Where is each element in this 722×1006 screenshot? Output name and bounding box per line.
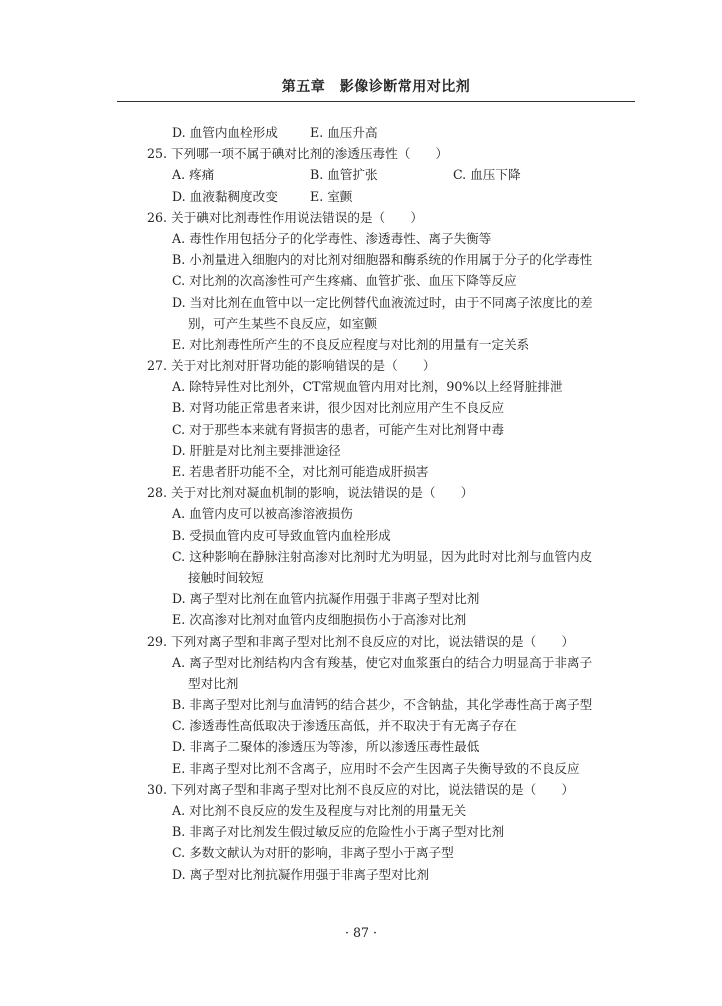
answer-option: C. 渗透毒性高低取决于渗透压高低，并不取决于有无离子存在 bbox=[172, 718, 517, 734]
answer-option: A. 血管内皮可以被高渗溶液损伤 bbox=[172, 506, 353, 522]
answer-option: A. 离子型对比剂结构内含有羧基，使它对血浆蛋白的结合力明显高于非离子 bbox=[172, 654, 593, 670]
answer-option: B. 非离子对比剂发生假过敏反应的危险性小于离子型对比剂 bbox=[172, 824, 505, 840]
answer-option: A. 毒性作用包括分子的化学毒性、渗透毒性、离子失衡等 bbox=[172, 230, 492, 246]
answer-option: B. 受损血管内皮可导致血管内血栓形成 bbox=[172, 527, 391, 543]
answer-option: D. 离子型对比剂在血管内抗凝作用强于非离子型对比剂 bbox=[172, 591, 480, 607]
option-text: D. 血管内血栓形成 bbox=[172, 125, 278, 140]
option-continuation: 别，可产生某些不良反应，如室颤 bbox=[188, 315, 377, 331]
header-rule bbox=[117, 101, 635, 102]
answer-option: C. 多数文献认为对肝的影响，非离子型小于离子型 bbox=[172, 845, 454, 861]
answer-option: C. 对比剂的次高渗性可产生疼痛、血管扩张、血压下降等反应 bbox=[172, 273, 517, 289]
answer-option: D. 离子型对比剂抗凝作用强于非离子型对比剂 bbox=[172, 866, 429, 882]
option-text: A. 疼痛 bbox=[172, 167, 215, 183]
question-stem: 30. 下列对离子型和非离子型对比剂不良反应的对比，说法错误的是（ ） bbox=[147, 781, 575, 797]
option-row bbox=[147, 186, 647, 207]
answer-option: B. 对肾功能正常患者来讲，很少因对比剂应用产生不良反应 bbox=[172, 400, 505, 416]
answer-option: A. 除特异性对比剂外，CT常规血管内用对比剂，90%以上经肾脏排泄 bbox=[172, 379, 563, 395]
question-list bbox=[147, 122, 647, 885]
question-stem: 27. 关于对比剂对肝肾功能的影响错误的是（ ） bbox=[147, 358, 436, 374]
answer-option: B. 小剂量进入细胞内的对比剂对细胞器和酶系统的作用属于分子的化学毒性 bbox=[172, 252, 593, 268]
answer-option: B. 非离子型对比剂与血清钙的结合甚少，不含钠盐，其化学毒性高于离子型 bbox=[172, 697, 593, 713]
question-stem: 29. 下列对离子型和非离子型对比剂不良反应的对比，说法错误的是（ ） bbox=[147, 633, 575, 649]
chapter-header: 第五章 影像诊断常用对比剂 bbox=[281, 79, 471, 95]
question-stem: 25. 下列哪一项不属于碘对比剂的渗透压毒性（ ） bbox=[147, 146, 449, 162]
option-text: D. 血液黏稠度改变 bbox=[172, 188, 278, 204]
answer-option: A. 对比剂不良反应的发生及程度与对比剂的用量无关 bbox=[172, 803, 467, 818]
answer-option: D. 肝脏是对比剂主要排泄途径 bbox=[172, 442, 341, 458]
answer-option: D. 当对比剂在血管中以一定比例替代血液流过时，由于不同离子浓度比的差 bbox=[172, 294, 593, 310]
answer-option: E. 非离子型对比剂不含离子，应用时不会产生因离子失衡导致的不良反应 bbox=[172, 760, 580, 776]
page-number: · 87 · bbox=[344, 925, 378, 940]
option-text: C. 血压下降 bbox=[453, 167, 521, 183]
answer-option: E. 若患者肝功能不全，对比剂可能造成肝损害 bbox=[172, 464, 429, 479]
answer-option: C. 这种影响在静脉注射高渗对比剂时尤为明显，因为此时对比剂与血管内皮 bbox=[172, 548, 593, 564]
option-text: B. 血管扩张 bbox=[310, 167, 378, 183]
answer-option: C. 对于那些本来就有肾损害的患者，可能产生对比剂肾中毒 bbox=[172, 421, 505, 437]
option-row bbox=[147, 122, 647, 143]
answer-option: E. 次高渗对比剂对血管内皮细胞损伤小于高渗对比剂 bbox=[172, 612, 467, 628]
option-row bbox=[147, 164, 647, 185]
question-stem: 28. 关于对比剂对凝血机制的影响，说法错误的是（ ） bbox=[147, 485, 474, 501]
answer-option: D. 非离子二聚体的渗透压为等渗，所以渗透压毒性最低 bbox=[172, 739, 480, 755]
option-continuation: 型对比剂 bbox=[188, 675, 239, 691]
answer-option: E. 对比剂毒性所产生的不良反应程度与对比剂的用量有一定关系 bbox=[172, 336, 530, 352]
question-stem: 26. 关于碘对比剂毒性作用说法错误的是（ ） bbox=[147, 209, 423, 225]
option-text: E. 室颤 bbox=[310, 188, 353, 204]
option-text: E. 血压升高 bbox=[310, 125, 378, 140]
option-continuation: 接触时间较短 bbox=[188, 569, 264, 585]
